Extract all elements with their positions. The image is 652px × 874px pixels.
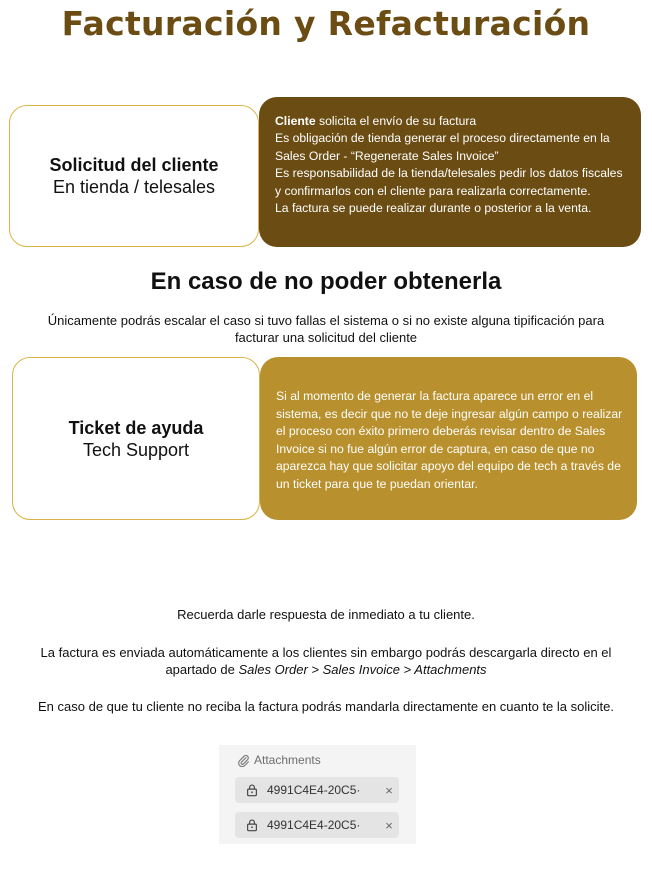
- lock-icon: [245, 783, 259, 797]
- section-intro: Únicamente podrás escalar el caso si tuvo fallas el sistema o si no existe alguna tipificación para facturar una solicitud del cliente: [47, 313, 605, 345]
- reminder-note: Recuerda darle respuesta de inmediato a tu cliente.: [177, 607, 475, 622]
- customer-request-subtitle: En tienda / telesales: [52, 177, 216, 197]
- details-line-1-rest: solicita el envío de su factura: [315, 114, 477, 128]
- paperclip-icon: [237, 754, 250, 767]
- attachments-label: Attachments: [254, 753, 321, 767]
- help-ticket-subtitle: Tech Support: [82, 439, 190, 460]
- remove-attachment-button[interactable]: ×: [385, 817, 393, 833]
- details-line-1: [275, 113, 627, 130]
- download-note: [24, 645, 628, 678]
- details-line-3: Es responsabilidad de la tienda/telesales pedir los datos fiscales y confirmarlos con el cliente para realizarla correctamente.: [275, 166, 623, 198]
- help-ticket-heading: Ticket de ayuda: [68, 417, 204, 438]
- attachment-file-name: 4991C4E4-20C5·: [267, 818, 361, 832]
- details-line-4: La factura se puede realizar durante o posterior a la venta.: [275, 201, 592, 216]
- customer-request-heading: Solicitud del cliente: [49, 155, 219, 175]
- help-ticket-details: Si al momento de generar la factura aparece un error en el sistema, es decir que no te deje ingresar algún campo o realizar el proceso con éxito primero deberás revisar dentro de Sales Invoice si no fue algún error de captura, en caso de que no aparezca hay que solicitar apoyo del equipo de tech a través de un ticket para que te puedan orientar.: [260, 357, 637, 520]
- attachment-file[interactable]: [235, 812, 399, 838]
- remove-attachment-button[interactable]: ×: [385, 782, 393, 798]
- details-line-2: Es obligación de tienda generar el proceso directamente en la Sales Order - “Regenerate Sales Invoice”: [275, 131, 610, 163]
- download-path: Sales Order > Sales Invoice > Attachments: [238, 661, 487, 677]
- help-ticket-card: [12, 357, 260, 520]
- attachment-file-name: 4991C4E4-20C5·: [267, 783, 361, 797]
- resend-note: En caso de que tu cliente no reciba la factura podrás mandarla directamente en cuanto te la solicite.: [38, 699, 614, 714]
- customer-request-card: [9, 105, 259, 247]
- customer-request-details: [259, 97, 641, 247]
- lock-icon: [245, 818, 259, 832]
- attachments-panel: [219, 745, 416, 844]
- page-title: Facturación y Refacturación: [61, 4, 591, 43]
- attachment-file[interactable]: [235, 777, 399, 803]
- section-heading: En caso de no poder obtenerla: [150, 268, 502, 295]
- attachments-header: [237, 753, 321, 767]
- download-note-text: La factura es enviada automáticamente a los clientes sin embargo podrás descargarla directo en el apartado de: [40, 645, 612, 677]
- details-bold-lead: Cliente: [275, 114, 316, 128]
